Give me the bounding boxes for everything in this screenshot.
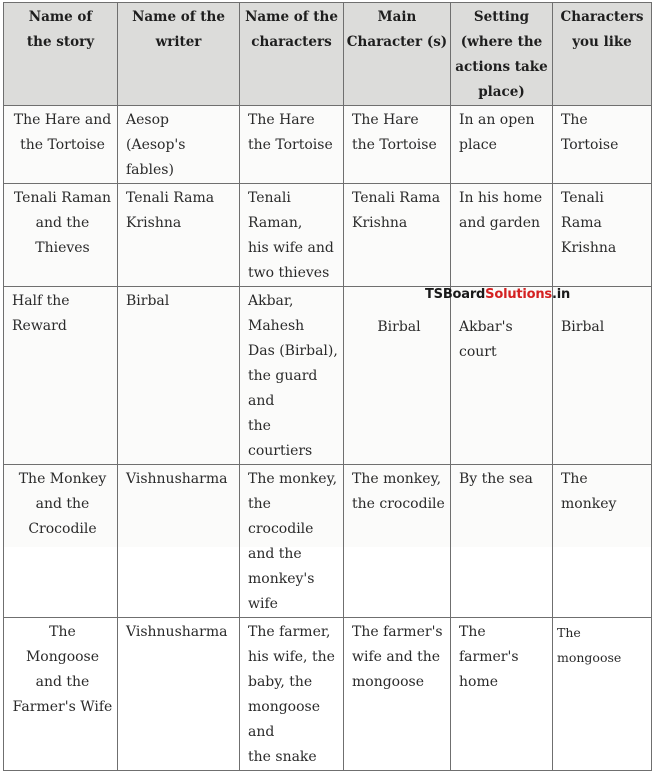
cell-characters: The monkey, the crocodile and the monkey's wife (240, 465, 344, 618)
table-row (4, 287, 652, 465)
header-story: Name of the story (4, 3, 118, 106)
cell-writer: Tenali Rama Krishna (118, 184, 240, 287)
cell-main-characters: Tenali Rama Krishna (344, 184, 451, 287)
table-row (4, 465, 652, 618)
cell-setting: By the sea (451, 465, 553, 618)
cell-characters: Tenali Raman, his wife and two thieves (240, 184, 344, 287)
cell-characters: The farmer, his wife, the baby, the mongoose and the snake (240, 618, 344, 771)
watermark-part-2: Solutions (485, 287, 552, 302)
cell-characters-liked: The mongoose (553, 618, 652, 771)
cell-writer: Birbal (118, 287, 240, 465)
header-setting: Setting (where the actions take place) (451, 3, 553, 106)
header-writer: Name of the writer (118, 3, 240, 106)
cell-main-characters: The Hare the Tortoise (344, 106, 451, 184)
table-row (4, 106, 652, 184)
site-watermark (425, 287, 570, 302)
cell-setting: The farmer's home (451, 618, 553, 771)
cell-setting: Akbar's court (451, 287, 553, 465)
header-characters-liked: Characters you like (553, 3, 652, 106)
cell-main-characters: The monkey, the crocodile (344, 465, 451, 618)
cell-setting: In an open place (451, 106, 553, 184)
cell-story: The Monkey and the Crocodile (4, 465, 118, 618)
watermark-part-1: TSBoard (425, 287, 486, 302)
cell-characters-liked: Tenali Rama Krishna (553, 184, 652, 287)
cell-characters-liked: Birbal (553, 287, 652, 465)
cell-story: Tenali Raman and the Thieves (4, 184, 118, 287)
cell-story: The Mongoose and the Farmer's Wife (4, 618, 118, 771)
header-row (4, 3, 652, 106)
cell-characters-liked: The Tortoise (553, 106, 652, 184)
table-row (4, 618, 652, 771)
cell-story: The Hare and the Tortoise (4, 106, 118, 184)
cell-characters: The Hare the Tortoise (240, 106, 344, 184)
watermark-part-3: .in (551, 287, 571, 302)
cell-characters: Akbar, Mahesh Das (Birbal), the guard and the courtiers (240, 287, 344, 465)
worksheet-page (3, 2, 651, 765)
cell-writer: Vishnusharma (118, 618, 240, 771)
table-row (4, 184, 652, 287)
cell-story: Half the Reward (4, 287, 118, 465)
header-main-characters: Main Character (s) (344, 3, 451, 106)
cell-writer: Aesop (Aesop's fables) (118, 106, 240, 184)
cell-setting: In his home and garden (451, 184, 553, 287)
header-characters: Name of the characters (240, 3, 344, 106)
cell-main-characters: The farmer's wife and the mongoose (344, 618, 451, 771)
cell-main-characters: Birbal (344, 287, 451, 465)
cell-writer: Vishnusharma (118, 465, 240, 618)
story-comparison-table (3, 2, 652, 771)
cell-characters-liked: The monkey (553, 465, 652, 618)
